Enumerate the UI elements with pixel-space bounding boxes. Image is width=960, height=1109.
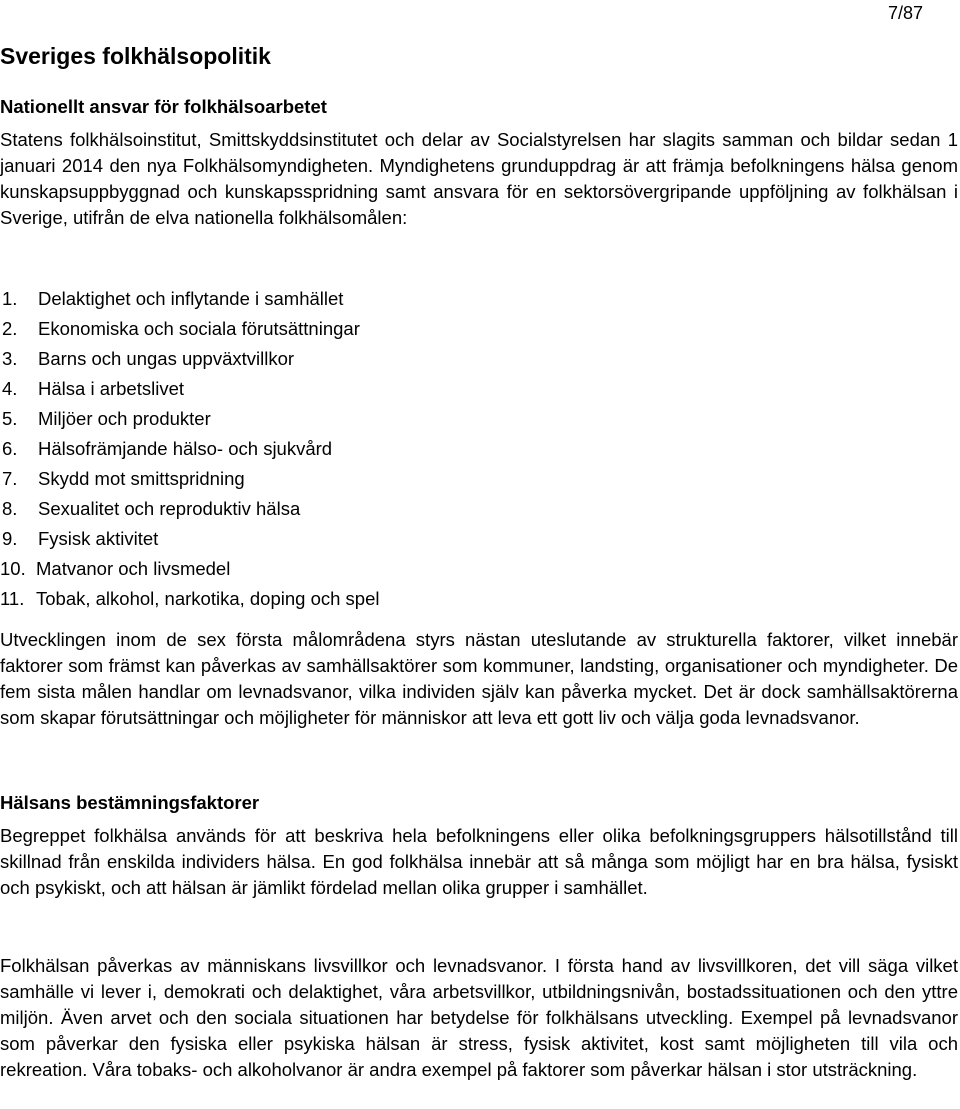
list-item-number: 6. xyxy=(2,438,18,459)
list-item-number: 11. xyxy=(0,588,25,609)
list-item xyxy=(0,284,380,314)
list-item-number: 9. xyxy=(2,528,18,549)
list-item-number: 8. xyxy=(2,498,18,519)
list-item-text: Hälsofrämjande hälso- och sjukvård xyxy=(38,438,333,459)
list-item-text: Delaktighet och inflytande i samhället xyxy=(38,288,344,309)
list-item xyxy=(0,404,380,434)
section-heading-national-responsibility: Nationellt ansvar för folkhälsoarbetet xyxy=(0,96,327,117)
list-item-text: Tobak, alkohol, narkotika, doping och spel xyxy=(36,588,380,609)
list-item-text: Ekonomiska och sociala förutsättningar xyxy=(38,318,360,339)
list-item xyxy=(0,314,380,344)
list-item-number: 3. xyxy=(2,348,18,369)
list-item xyxy=(0,494,380,524)
list-item-text: Barns och ungas uppväxtvillkor xyxy=(38,348,295,369)
list-item-text: Miljöer och produkter xyxy=(38,408,211,429)
section-heading-health-determinants: Hälsans bestämningsfaktorer xyxy=(0,792,260,813)
list-item-text: Skydd mot smittspridning xyxy=(38,468,245,489)
intro-paragraph: Statens folkhälsoinstitut, Smittskyddsinstitutet och delar av Socialstyrelsen har slagits samman och bildar sedan 1 januari 2014 den nya Folkhälsomyndigheten. Myndighetens grunduppdrag är att främja befolkningens hälsa genom kunskapsuppbyggnad och kunskapsspridning samt ansvara för en sektorsövergripande uppföljning av folkhälsan i Sverige, utifrån de elva nationella folkhälsomålen: xyxy=(0,129,958,228)
living-conditions-paragraph: Folkhälsan påverkas av människans livsvillkor och levnadsvanor. I första hand av livsvillkoren, det vill säga vilket samhälle vi lever i, demokrati och delaktighet, våra arbetsvillkor, utbildningsnivån, bostadssituationen och den yttre miljön. Även arvet och den sociala situationen har betydelse för folkhälsans utveckling. Exempel på levnadsvanor som påverkar den fysiska eller psykiska hälsan är stress, fysisk aktivitet, kost samt möjligheten till vila och rekreation. Våra tobaks- och alkoholvanor är andra exempel på faktorer som påverkar hälsan i stor utsträckning. xyxy=(0,955,958,1080)
list-item xyxy=(0,464,380,494)
list-item-text: Fysisk aktivitet xyxy=(38,528,159,549)
document-title: Sveriges folkhälsopolitik xyxy=(0,43,271,69)
list-item xyxy=(0,434,380,464)
list-item xyxy=(0,584,380,614)
structural-factors-paragraph: Utvecklingen inom de sex första målområdena styrs nästan uteslutande av strukturella faktorer, vilket innebär faktorer som främst kan påverkas av samhällsaktörer som kommuner, landsting, organisationer och myndigheter. De fem sista målen handlar om levnadsvanor, vilka individen själv kan påverka mycket. Det är dock samhällsaktörerna som skapar förutsättningar och möjligheter för människor att leva ett gott liv och välja goda levnadsvanor. xyxy=(0,629,958,728)
list-item-number: 5. xyxy=(2,408,18,429)
list-item-text: Hälsa i arbetslivet xyxy=(38,378,185,399)
list-item xyxy=(0,524,380,554)
list-item xyxy=(0,554,380,584)
list-item-number: 7. xyxy=(2,468,18,489)
page-number: 7/87 xyxy=(887,3,923,23)
list-item xyxy=(0,344,380,374)
list-item-text: Sexualitet och reproduktiv hälsa xyxy=(38,498,301,519)
public-health-definition-paragraph: Begreppet folkhälsa används för att beskriva hela befolkningens eller olika befolkningsgruppers hälsotillstånd till skillnad från enskilda individers hälsa. En god folkhälsa innebär att så många som möjligt har en bra hälsa, fysiskt och psykiskt, och att hälsan är jämlikt fördelad mellan olika grupper i samhället. xyxy=(0,825,958,898)
list-item-text: Matvanor och livsmedel xyxy=(36,558,231,579)
list-item-number: 1. xyxy=(2,288,18,309)
list-item-number: 2. xyxy=(2,318,18,339)
list-item xyxy=(0,374,380,404)
list-item-number: 4. xyxy=(2,378,18,399)
list-item-number: 10. xyxy=(0,558,26,579)
public-health-goals-list xyxy=(0,284,380,614)
